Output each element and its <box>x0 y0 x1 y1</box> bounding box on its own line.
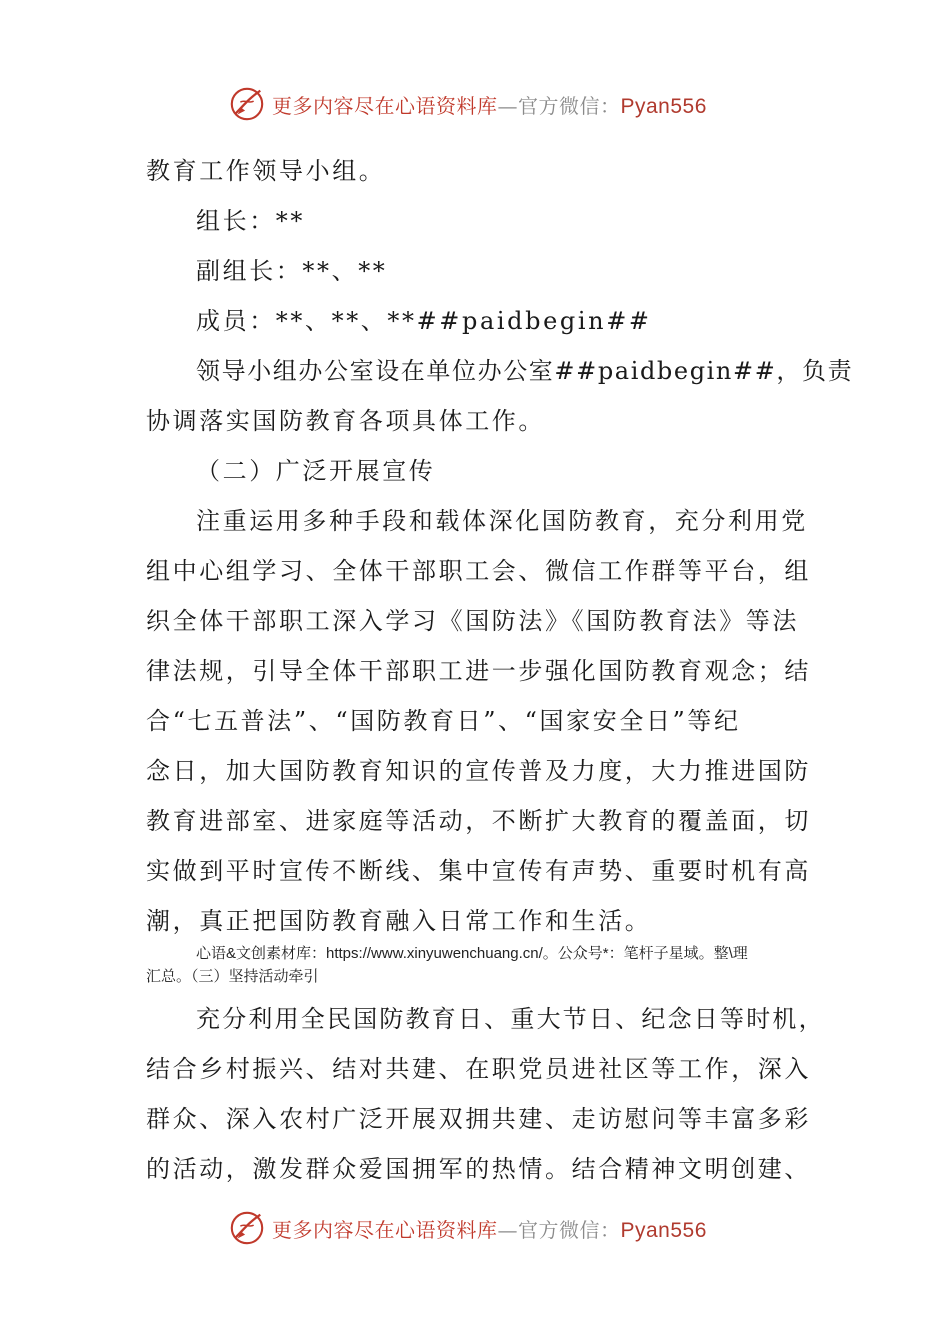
text-line: 成员：**、**、**##paidbegin## <box>196 307 652 335</box>
text-line: 组长：** <box>196 207 305 235</box>
banner-text <box>272 90 707 119</box>
pen-logo-icon <box>228 1209 266 1247</box>
text-line: 实做到平时宣传不断线、集中宣传有声势、重要时机有高 <box>146 857 811 885</box>
text-line: 教育进部室、进家庭等活动，不断扩大教育的覆盖面，切 <box>146 807 811 835</box>
header-banner <box>228 82 707 126</box>
section-heading-small: 汇总。（三）坚持活动牵引 <box>146 968 319 985</box>
text-line: 群众、深入农村广泛开展双拥共建、走访慰问等丰富多彩 <box>146 1105 811 1133</box>
footer-banner <box>228 1206 707 1250</box>
text-line: 注重运用多种手段和载体深化国防教育，充分利用党 <box>196 507 808 535</box>
banner-wechat-id: Pyan556 <box>620 94 707 118</box>
banner-main-text: 更多内容尽在心语资料库 <box>272 1217 498 1242</box>
banner-official-label: 官方微信： <box>518 93 621 118</box>
banner-text <box>272 1214 707 1243</box>
text-line: 教育工作领导小组。 <box>146 157 386 185</box>
banner-main-text: 更多内容尽在心语资料库 <box>272 93 498 118</box>
text-line: 织全体干部职工深入学习《国防法》《国防教育法》等法 <box>146 607 799 635</box>
text-line: 协调落实国防教育各项具体工作。 <box>146 407 545 435</box>
text-line: 合“七五普法”、“国防教育日”、“国家安全日”等纪 <box>146 707 741 735</box>
text-line: 律法规，引导全体干部职工进一步强化国防教育观念；结 <box>146 657 811 685</box>
banner-dash: — <box>497 93 518 118</box>
text-line: 念日，加大国防教育知识的宣传普及力度，大力推进国防 <box>146 757 811 785</box>
pen-logo-icon <box>228 85 266 123</box>
text-line: 充分利用全民国防教育日、重大节日、纪念日等时机， <box>196 1005 825 1033</box>
banner-dash: — <box>497 1217 518 1242</box>
text-line: 潮，真正把国防教育融入日常工作和生活。 <box>146 907 652 935</box>
banner-official-label: 官方微信： <box>518 1217 621 1242</box>
source-note: 心语&文创素材库：https://www.xinyuwenchuang.cn/。公众号*：笔杆子星域。整\理 <box>196 945 748 962</box>
text-line: 副组长：**、** <box>196 257 388 285</box>
text-line: 领导小组办公室设在单位办公室##paidbegin##，负责 <box>196 357 854 385</box>
text-line: 结合乡村振兴、结对共建、在职党员进社区等工作，深入 <box>146 1055 811 1083</box>
banner-wechat-id: Pyan556 <box>620 1218 707 1242</box>
text-line: 的活动，激发群众爱国拥军的热情。结合精神文明创建、 <box>146 1155 811 1183</box>
text-line: 组中心组学习、全体干部职工会、微信工作群等平台，组 <box>146 557 811 585</box>
section-heading: （二）广泛开展宣传 <box>196 457 436 485</box>
